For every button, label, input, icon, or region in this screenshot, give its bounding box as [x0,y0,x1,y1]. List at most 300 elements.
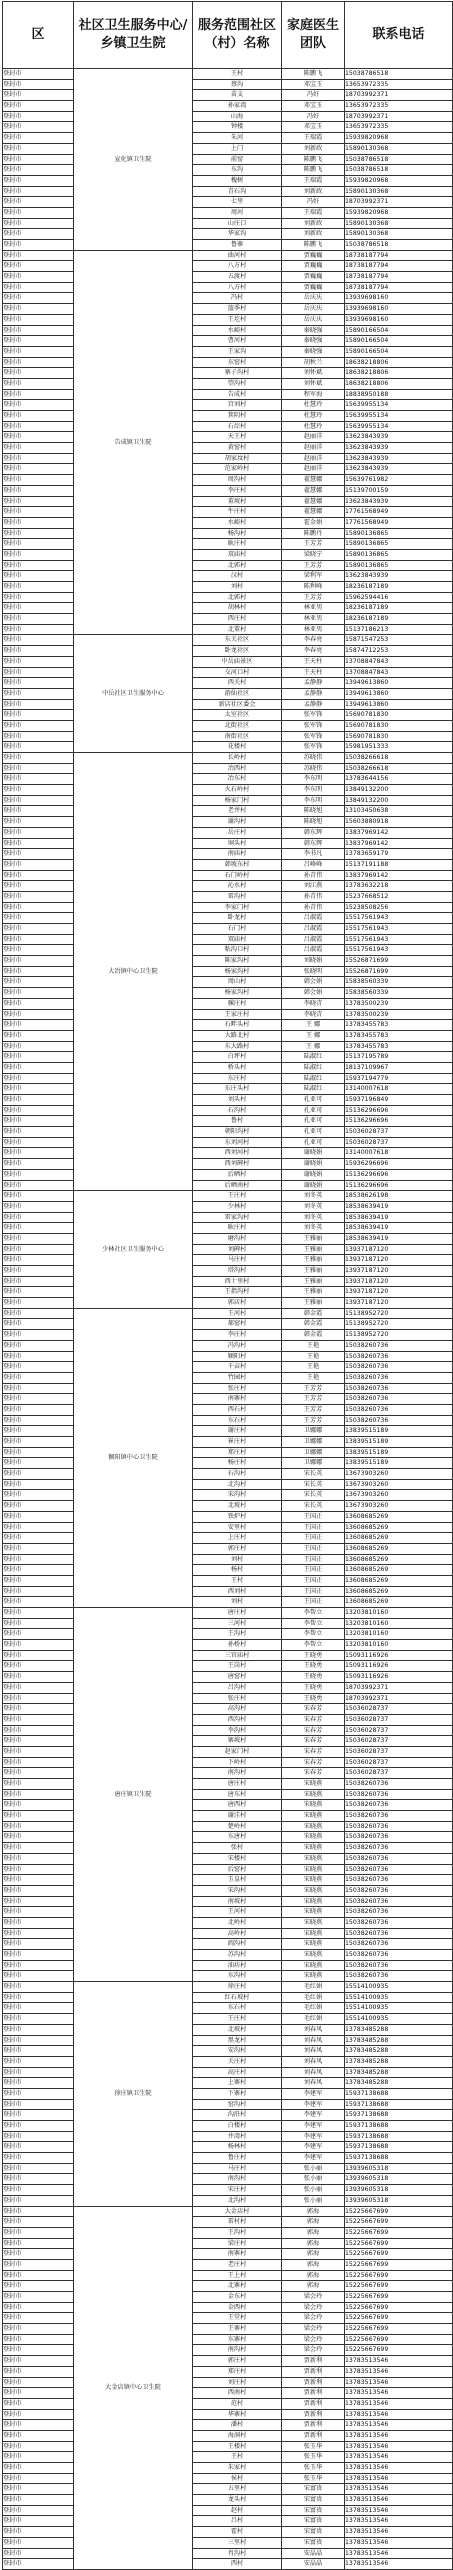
district-cell: 登封市 [3,1960,74,1971]
service-area-cell: 沟沿村 [193,2110,282,2121]
table-row [3,1159,453,1170]
table-row [3,2281,453,2292]
doctor-team-cell: 贾新利 [282,2420,345,2431]
table-row [3,859,453,870]
service-area-cell: 郭店村 [193,1298,282,1309]
phone-cell: 15517561943 [345,924,453,935]
doctor-team-cell: 翟慧娜 [282,475,345,486]
district-cell: 登封市 [3,2206,74,2217]
table-row [3,1640,453,1651]
service-area-cell: 吕沟村 [193,1682,282,1693]
service-area-cell: 岳庄村 [193,827,282,838]
doctor-team-cell: 宋富贵 [282,2505,345,2516]
table-row [3,1073,453,1084]
table-row [3,753,453,764]
phone-cell: 13783500239 [345,1009,453,1020]
service-area-cell: 卧龙社区 [193,646,282,657]
table-row [3,1308,453,1319]
district-cell: 登封市 [3,411,74,422]
doctor-team-cell: 赵丽洋 [282,464,345,475]
phone-cell: 15225667699 [345,2217,453,2228]
doctor-team-cell: 梁会玲 [282,2334,345,2345]
table-row [3,2249,453,2260]
table-row [3,453,453,464]
table-row [3,1811,453,1822]
table-row [3,1554,453,1565]
service-area-cell: 王村 [193,1575,282,1586]
doctor-team-cell: 李建军 [282,2142,345,2153]
service-area-cell: 李沟村 [193,1725,282,1736]
doctor-team-cell: 王雅丽 [282,1266,345,1277]
phone-cell: 13673903260 [345,1469,453,1480]
service-area-cell: 南街社区 [193,731,282,742]
district-cell: 登封市 [3,1533,74,1544]
district-cell: 登封市 [3,1811,74,1822]
table-row [3,1779,453,1790]
service-area-cell: 西刘碑村 [193,1159,282,1170]
phone-cell: 15936296696 [345,1159,453,1170]
phone-cell: 15038786518 [345,154,453,165]
phone-cell: 15225667699 [345,2334,453,2345]
doctor-team-cell: 王艳 [282,1362,345,1373]
district-cell: 登封市 [3,2035,74,2046]
service-area-cell: 鲁寨 [193,240,282,251]
service-area-cell: 刘头村 [193,1095,282,1106]
doctor-team-cell: 梁会玲 [282,2345,345,2356]
table-row [3,1105,453,1116]
table-row [3,1672,453,1683]
service-area-cell: 上寨村 [193,2078,282,2089]
phone-cell: 13708847843 [345,667,453,678]
district-cell: 登封市 [3,1736,74,1747]
doctor-team-cell: 贾新利 [282,2366,345,2377]
district-cell: 登封市 [3,368,74,379]
doctor-team-cell: 卫娜娜 [282,1437,345,1448]
table-row [3,1736,453,1747]
service-area-cell: 雷家沟村 [193,1212,282,1223]
district-cell: 登封市 [3,79,74,90]
table-row [3,304,453,315]
phone-cell: 15939820968 [345,175,453,186]
phone-cell: 13937187120 [345,1287,453,1298]
doctor-team-cell: 宋春芳 [282,1714,345,1725]
phone-cell: 13783513546 [345,2441,453,2452]
service-area-cell: 王堂村 [193,2313,282,2324]
phone-cell: 15225667699 [345,2227,453,2238]
service-area-cell: 东庄村 [193,1073,282,1084]
phone-cell: 15093116926 [345,1650,453,1661]
service-area-cell: 少林村 [193,1201,282,1212]
district-cell: 登封市 [3,2259,74,2270]
doctor-team-cell: 王国正 [282,1554,345,1565]
district-cell: 登封市 [3,1522,74,1533]
phone-cell: 18538626198 [345,1191,453,1202]
service-area-cell: 青石沟 [193,186,282,197]
phone-cell: 13849132200 [345,785,453,796]
district-cell: 登封市 [3,314,74,325]
district-cell: 登封市 [3,592,74,603]
district-cell: 登封市 [3,1950,74,1961]
doctor-team-cell: 刘春凤 [282,2078,345,2089]
district-cell: 登封市 [3,229,74,240]
district-cell: 登封市 [3,539,74,550]
table-row [3,218,453,229]
phone-cell: 13653972335 [345,122,453,133]
district-cell: 登封市 [3,1159,74,1170]
table-row [3,346,453,357]
doctor-team-cell: 刘春凤 [282,2046,345,2057]
phone-cell: 15690781830 [345,720,453,731]
district-cell: 登封市 [3,218,74,229]
service-area-cell: 石沟村 [193,1469,282,1480]
phone-cell: 15038260736 [345,1383,453,1394]
table-row [3,69,453,80]
district-cell: 登封市 [3,453,74,464]
table-row [3,656,453,667]
phone-cell: 15690781830 [345,731,453,742]
phone-cell: 15138952720 [345,1330,453,1341]
phone-cell: 18638218806 [345,378,453,389]
doctor-team-cell: 赵丽洋 [282,432,345,443]
district-cell: 登封市 [3,2409,74,2420]
service-area-cell: 油坊村 [193,1960,282,1971]
table-row [3,667,453,678]
phone-cell: 15038260736 [345,1939,453,1950]
phone-cell: 15036028737 [345,1746,453,1757]
phone-cell: 13608685269 [345,1554,453,1565]
phone-cell: 18703992371 [345,1682,453,1693]
service-area-cell: 周山村 [193,977,282,988]
phone-cell: 15038260736 [345,1800,453,1811]
service-area-cell: 垌头村 [193,838,282,849]
district-cell: 登封市 [3,1479,74,1490]
table-row [3,1255,453,1266]
doctor-team-cell: 宋晓燕 [282,1950,345,1961]
phone-cell: 15036028737 [345,1137,453,1148]
doctor-team-cell: 贾新利 [282,2398,345,2409]
doctor-team-cell: 李东明 [282,785,345,796]
table-row [3,90,453,101]
table-row [3,1062,453,1073]
doctor-team-cell: 陈鹏飞 [282,165,345,176]
district-cell: 登封市 [3,817,74,828]
service-area-cell: 王家沟 [193,346,282,357]
phone-cell: 15225667699 [345,2281,453,2292]
district-cell: 登封市 [3,293,74,304]
table-row [3,2227,453,2238]
service-area-cell: 西刘村 [193,1586,282,1597]
district-cell: 登封市 [3,582,74,593]
table-row [3,2270,453,2281]
district-cell: 登封市 [3,614,74,625]
table-row [3,133,453,144]
district-cell: 登封市 [3,2131,74,2142]
doctor-team-cell: 宋富贵 [282,2495,345,2506]
doctor-team-cell: 李晓青 [282,1009,345,1020]
district-cell: 登封市 [3,934,74,945]
table-row [3,902,453,913]
service-area-cell: 冯村 [193,293,282,304]
service-area-cell: 西十里村 [193,1276,282,1287]
district-cell: 登封市 [3,1191,74,1202]
table-row [3,891,453,902]
doctor-team-cell: 王晓勇 [282,1661,345,1672]
service-area-cell: 赵家门村 [193,1746,282,1757]
phone-cell: 15603880918 [345,817,453,828]
table-row [3,1864,453,1875]
table-row [3,207,453,218]
phone-cell: 15038260736 [345,1779,453,1790]
phone-cell: 13708847843 [345,656,453,667]
phone-cell: 15137191188 [345,859,453,870]
table-row [3,913,453,924]
district-cell: 登封市 [3,1843,74,1854]
phone-cell: 18638218806 [345,368,453,379]
doctor-team-cell: 贾新利 [282,2377,345,2388]
district-cell: 登封市 [3,378,74,389]
district-cell: 登封市 [3,1148,74,1159]
doctor-team-cell: 谢晓娟 [282,1148,345,1159]
column-header-service-area: 服务范围社区（村）名称 [193,2,282,69]
phone-cell: 15225667699 [345,2270,453,2281]
phone-cell: 15225667699 [345,2259,453,2270]
service-area-cell: 王上村 [193,2270,282,2281]
table-row [3,2206,453,2217]
table-row [3,924,453,935]
district-cell: 登封市 [3,2088,74,2099]
district-cell: 登封市 [3,688,74,699]
district-cell: 登封市 [3,2292,74,2303]
phone-cell: 13783485288 [345,2024,453,2035]
service-area-cell: 郭庄村 [193,2356,282,2367]
district-cell: 登封市 [3,101,74,112]
phone-cell: 13608685269 [345,1511,453,1522]
district-cell: 登封市 [3,1907,74,1918]
table-row [3,785,453,796]
district-cell: 登封市 [3,1030,74,1041]
table-row [3,325,453,336]
service-area-cell: 东寨村 [193,2334,282,2345]
phone-cell: 13839515189 [345,1437,453,1448]
district-cell: 登封市 [3,1105,74,1116]
doctor-team-cell: 韩会娟 [282,988,345,999]
phone-cell: 15937138688 [345,2153,453,2164]
doctor-team-cell: 邓宝玉 [282,122,345,133]
doctor-team-cell: 王国正 [282,1533,345,1544]
district-cell: 登封市 [3,2046,74,2057]
table-row [3,1447,453,1458]
table-row [3,1052,453,1063]
doctor-team-cell: 孟静静 [282,678,345,689]
table-row [3,1971,453,1982]
doctor-team-cell: 张玉华 [282,2441,345,2452]
phone-cell: 15939820968 [345,133,453,144]
phone-cell: 13140007618 [345,1148,453,1159]
phone-cell: 15038260736 [345,1404,453,1415]
table-row [3,966,453,977]
phone-cell: 15038260736 [345,1853,453,1864]
doctor-team-cell: 韩金霞 [282,1319,345,1330]
service-area-cell: 山海 [193,111,282,122]
phone-cell: 18137109967 [345,1062,453,1073]
doctor-team-cell: 毛红娟 [282,1982,345,1993]
phone-cell: 15038260736 [345,1340,453,1351]
service-area-cell: 冶西村 [193,763,282,774]
table-row [3,1501,453,1512]
table-row [3,421,453,432]
doctor-team-cell: 张小丽 [282,2163,345,2174]
district-cell: 登封市 [3,1511,74,1522]
service-area-cell: 杨沟村 [193,528,282,539]
district-cell: 登封市 [3,1362,74,1373]
phone-cell: 13783513546 [345,2452,453,2463]
service-area-cell: 南沟村 [193,1768,282,1779]
service-area-cell: 王村 [193,2452,282,2463]
table-row [3,688,453,699]
table-row [3,2035,453,2046]
table-row [3,175,453,186]
doctor-team-cell: 宋晓燕 [282,1821,345,1832]
doctor-team-cell: 宋晓燕 [282,1811,345,1822]
phone-cell: 18738187794 [345,261,453,272]
service-area-cell: 汉村 [193,571,282,582]
district-cell: 登封市 [3,2078,74,2089]
doctor-team-cell: 王瑞霞 [282,175,345,186]
service-area-cell: 肖沟村 [193,2548,282,2559]
table-row [3,1939,453,1950]
service-area-cell: 七里 [193,197,282,208]
phone-cell: 15038260736 [345,1907,453,1918]
service-area-cell: 胡家坟村 [193,453,282,464]
doctor-team-cell: 梁会玲 [282,2292,345,2303]
phone-cell: 15038260736 [345,1971,453,1982]
table-row [3,1533,453,1544]
doctor-team-cell: 秦晓强 [282,336,345,347]
service-area-cell: 鲁庄村 [193,2153,282,2164]
table-row [3,1394,453,1405]
service-area-cell: 龙头村 [193,2495,282,2506]
table-row [3,1030,453,1041]
phone-cell: 13949613860 [345,678,453,689]
district-cell: 登封市 [3,2227,74,2238]
phone-cell: 15038260736 [345,1821,453,1832]
table-row [3,881,453,892]
district-cell: 登封市 [3,2334,74,2345]
table-row [3,1821,453,1832]
district-cell: 登封市 [3,913,74,924]
doctor-team-cell: 韩会娟 [282,977,345,988]
phone-cell: 15871547253 [345,635,453,646]
phone-cell: 18538639419 [345,1212,453,1223]
phone-cell: 15038260736 [345,1372,453,1383]
district-cell: 登封市 [3,603,74,614]
service-area-cell: 楚岭村 [193,1821,282,1832]
service-area-cell: 宋沟村 [193,1885,282,1896]
table-row [3,1169,453,1180]
doctor-team-cell: 宋晓燕 [282,1928,345,1939]
service-area-cell: 新店社区委会 [193,699,282,710]
table-row [3,517,453,528]
district-cell: 登封市 [3,346,74,357]
service-area-cell: 卧龙村 [193,913,282,924]
service-area-cell: 西村 [193,2559,282,2570]
district-cell: 登封市 [3,2430,74,2441]
district-cell: 登封市 [3,2185,74,2196]
doctor-team-cell: 岳庆庆 [282,293,345,304]
health-center-cell: 告成镇卫生院 [74,250,193,635]
district-cell: 登封市 [3,678,74,689]
table-row [3,571,453,582]
phone-cell: 13939698160 [345,314,453,325]
service-area-cell: 王楼村 [193,2441,282,2452]
doctor-team-cell: 张军锋 [282,710,345,721]
phone-cell: 13939698160 [345,304,453,315]
health-center-cell: 徐庄镇卫生院 [74,1982,193,2206]
district-cell: 登封市 [3,2463,74,2474]
doctor-team-cell: 王瑞霞 [282,133,345,144]
district-cell: 登封市 [3,2516,74,2527]
table-row [3,1383,453,1394]
phone-cell: 15139700159 [345,485,453,496]
district-cell: 登封市 [3,1073,74,1084]
phone-cell: 13783513546 [345,2484,453,2495]
district-cell: 登封市 [3,1127,74,1138]
doctor-team-cell: 李晓青 [282,998,345,1009]
doctor-team-cell: 贾巍巍 [282,282,345,293]
doctor-team-cell: 宋长英 [282,1469,345,1480]
district-cell: 登封市 [3,1351,74,1362]
phone-cell: 13783513546 [345,2516,453,2527]
phone-cell: 15874712253 [345,646,453,657]
service-area-cell: 上门 [193,143,282,154]
table-row [3,2548,453,2559]
service-area-cell: 八方村 [193,282,282,293]
district-cell: 登封市 [3,2163,74,2174]
table-row [3,742,453,753]
district-cell: 登封市 [3,1201,74,1212]
district-cell: 登封市 [3,731,74,742]
service-area-cell: 五渡村 [193,272,282,283]
service-area-cell: 粘沟口村 [193,945,282,956]
service-area-cell: 白坪村 [193,1052,282,1063]
district-cell: 登封市 [3,2377,74,2388]
phone-cell: 15036028737 [345,1736,453,1747]
phone-cell: 15137195789 [345,1052,453,1063]
table-row [3,411,453,422]
service-area-cell: 北坡村 [193,1501,282,1512]
phone-cell: 18538639419 [345,1223,453,1234]
phone-cell: 15890130368 [345,186,453,197]
table-row [3,101,453,112]
district-cell: 登封市 [3,1212,74,1223]
phone-cell: 15890130368 [345,218,453,229]
table-row [3,2153,453,2164]
doctor-team-cell: 王艳 [282,1372,345,1383]
doctor-team-cell: 宋晓燕 [282,1864,345,1875]
column-header-center: 社区卫生服务中心/乡镇卫生院 [74,2,193,69]
doctor-team-cell: 陈利峰 [282,582,345,593]
doctor-team-cell: 王芳芳 [282,1383,345,1394]
table-row [3,1351,453,1362]
table-row [3,2014,453,2025]
table-row [3,2345,453,2356]
district-cell: 登封市 [3,507,74,518]
service-area-cell: 石畔头村 [193,1020,282,1031]
table-row [3,2430,453,2441]
phone-cell: 15225667699 [345,2345,453,2356]
table-row [3,2174,453,2185]
table-row [3,2099,453,2110]
